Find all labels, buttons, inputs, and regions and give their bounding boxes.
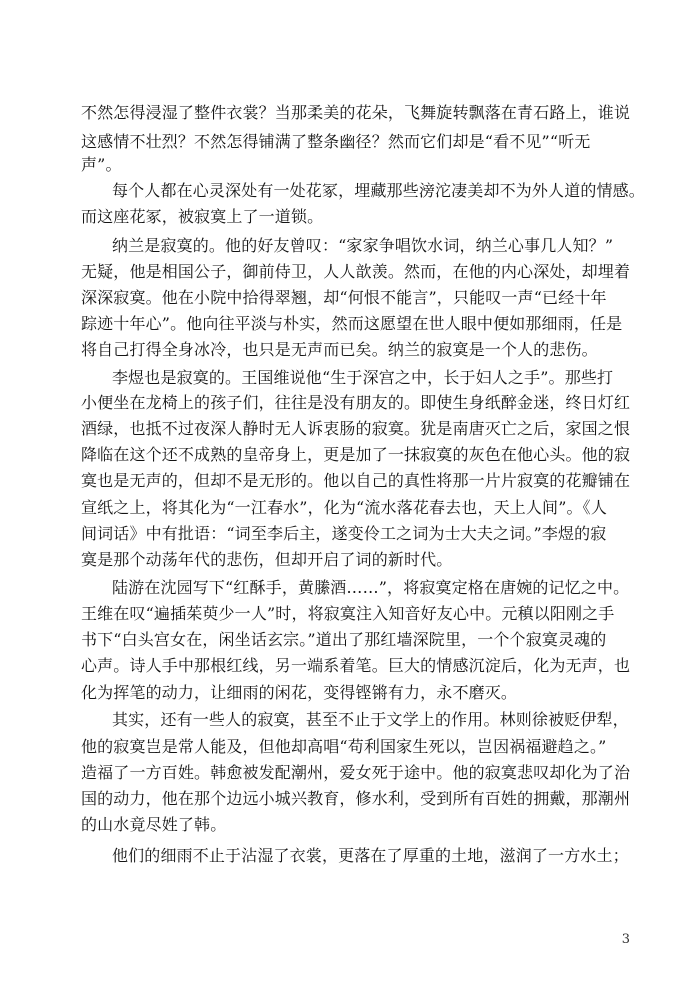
text-line: 酒绿，也抵不过夜深人静时无人诉衷肠的寂寞。犹是南唐灭亡之后，家国之恨	[81, 419, 631, 438]
text-line: 他的寂寞岂是常人能及，但他却高唱“苟利国家生死以，岂因祸福避趋之。”	[81, 737, 607, 756]
text-line: 他们的细雨不止于沾湿了衣裳，更落在了厚重的土地，滋润了一方水土；	[112, 846, 629, 865]
text-line: 这感情不壮烈？不然怎得铺满了整条幽径？然而它们却是“看不见”“听无	[81, 132, 591, 151]
text-line: 无疑，他是相国公子，御前侍卫，人人歆羡。然而，在他的内心深处，却埋着	[81, 262, 631, 281]
text-line: 小便坐在龙椅上的孩子们，往往是没有朋友的。即使生身纸醉金迷，终日灯红	[81, 393, 631, 412]
text-line: 深深寂寞。他在小院中拾得翠翘，却“何恨不能言”，只能叹一声“已经十年	[81, 288, 607, 307]
text-line: 的山水竟尽姓了韩。	[81, 815, 227, 834]
page-number: 3	[621, 932, 630, 947]
text-line: 纳兰是寂寞的。他的好友曾叹：“家家争唱饮水词，纳兰心事几人知？”	[112, 236, 614, 255]
text-line: 陆游在沈园写下“红酥手，黄縢酒……”，将寂寞定格在唐婉的记忆之中。	[112, 578, 630, 597]
text-line: 书下“白头宫女在，闲坐话玄宗。”道出了那红墙深院里，一个个寂寞灵魂的	[81, 630, 607, 649]
text-line: 寞是那个动荡年代的悲伤，但却开启了词的新时代。	[81, 550, 453, 569]
text-line: 心声。诗人手中那根红线，另一端系着笔。巨大的情感沉淀后，化为无声，也	[81, 656, 631, 675]
text-line: 李煜也是寂寞的。王国维说他“生于深宫之中，长于妇人之手”。那些打	[112, 368, 614, 387]
text-line: 宣纸之上，将其化为“一江春水”，化为“流水落花春去也，天上人间”。《人	[81, 498, 607, 517]
text-line: 间词话》中有批语：“词至李后主，遂变伶工之词为士大夫之词。”李煜的寂	[81, 524, 607, 543]
text-line: 踪迹十年心”。他向往平淡与朴实，然而这愿望在世人眼中便如那细雨，任是	[81, 314, 623, 333]
text-line: 而这座花冢，被寂寞上了一道锁。	[81, 207, 324, 226]
text-line: 化为挥笔的动力，让细雨的闲花，变得铿锵有力，永不磨灭。	[81, 683, 518, 702]
text-line: 寞也是无声的，但却不是无形的。他以自己的真性将那一片片寂寞的花瓣铺在	[81, 471, 631, 490]
text-line: 降临在这个还不成熟的皇帝身上，更是加了一抹寂寞的灰色在他心头。他的寂	[81, 445, 631, 464]
text-line: 王维在叹“遍插茱萸少一人”时，将寂寞注入知音好友心中。元稹以阳刚之手	[81, 604, 615, 623]
text-line: 造福了一方百姓。韩愈被发配潮州，爱女死于途中。他的寂寞悲叹却化为了治	[81, 763, 631, 782]
text-line: 每个人都在心灵深处有一处花冢，埋藏那些滂沱凄美却不为外人道的情感。	[112, 181, 645, 200]
text-line: 不然怎得浸湿了整件衣裳？当那柔美的花朵，飞舞旋转飘落在青石路上，谁说	[81, 103, 631, 122]
text-line: 将自己打得全身冰冷，也只是无声而已矣。纳兰的寂寞是一个人的悲伤。	[81, 340, 598, 359]
text-line: 国的动力，他在那个边远小城兴教育，修水利，受到所有百姓的拥戴，那潮州	[81, 789, 631, 808]
text-line: 声”。	[81, 155, 122, 174]
text-line: 其实，还有一些人的寂寞，甚至不止于文学上的作用。林则徐被贬伊犁，	[112, 710, 629, 729]
